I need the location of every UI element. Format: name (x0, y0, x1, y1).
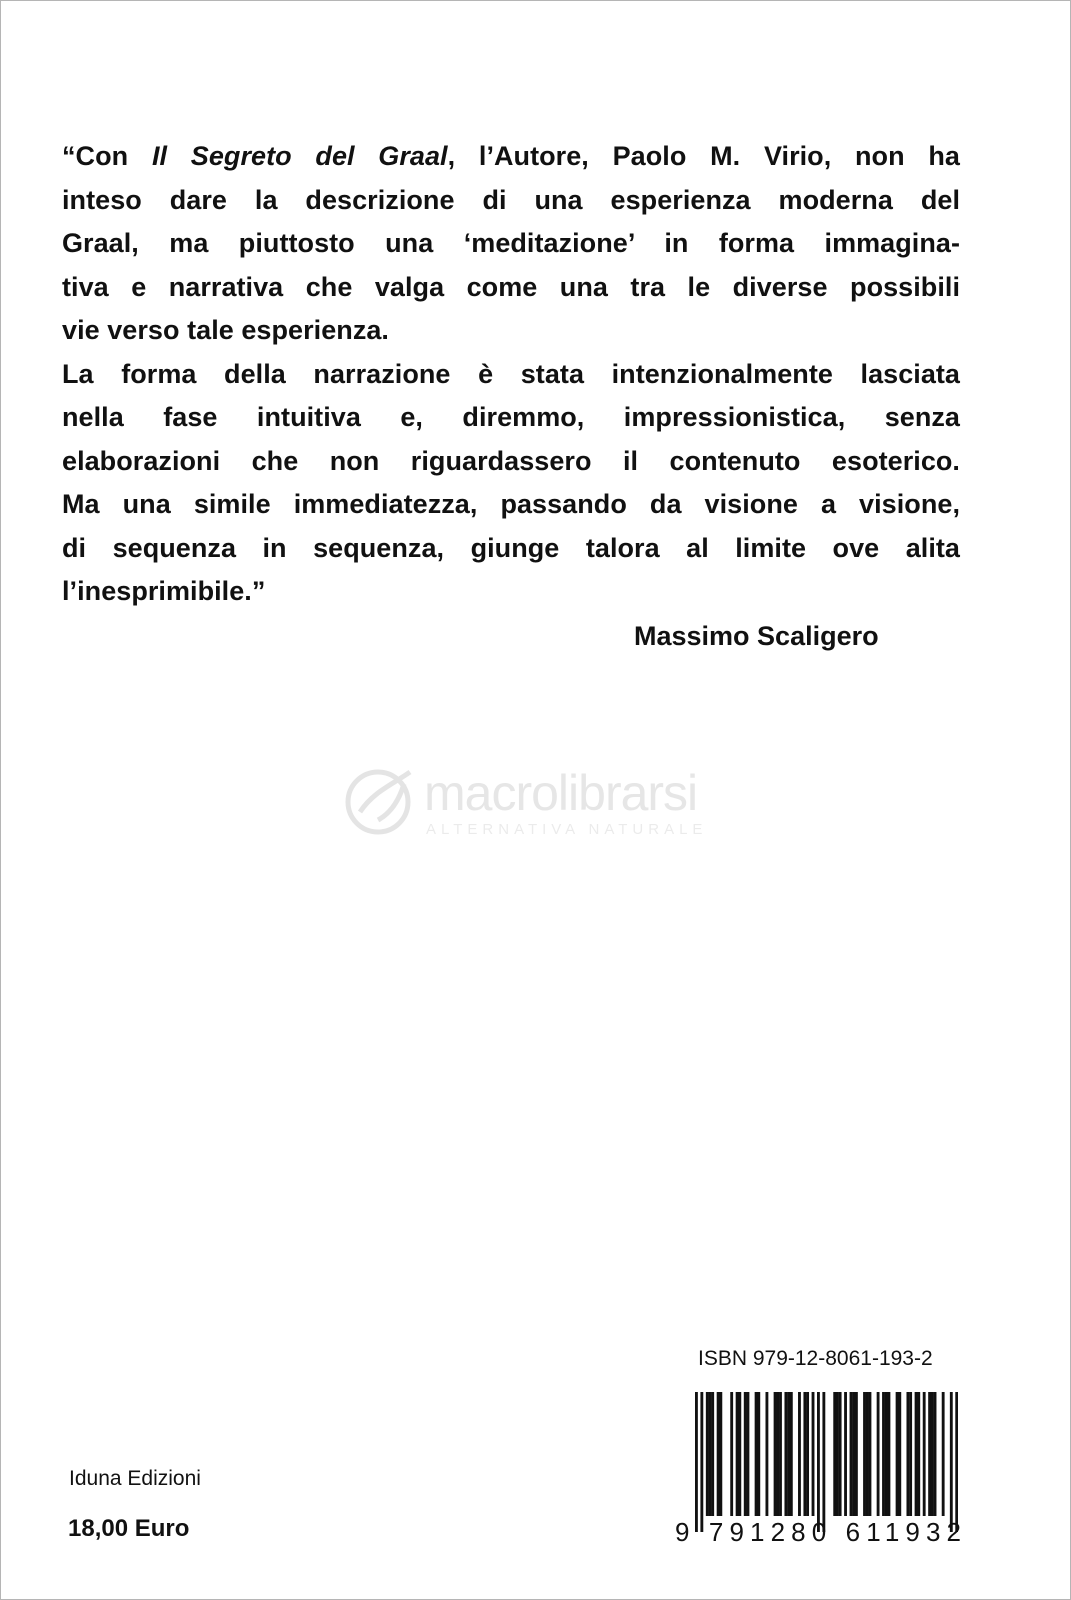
quote-line-9: Ma una simile immediatezza, passando da visione a visione, (62, 489, 960, 519)
quote-author: Massimo Scaligero (634, 621, 879, 651)
barcode-digits (675, 1511, 965, 1551)
quote-line-8: elaborazioni che non riguardassero il contenuto esoterico. (62, 445, 960, 476)
watermark-tagline: ALTERNATIVA NATURALE (426, 821, 708, 838)
quote-line-6: La forma della narrazione è stata intenzionalmente lasciata (62, 358, 960, 389)
quote-line-1: “Con Il Segreto del Graal, l’Autore, Paolo M. Virio, non ha (62, 141, 960, 171)
back-cover-quote (62, 135, 960, 614)
quote-line-10: di sequenza in sequenza, giunge talora al limite ove alita (62, 532, 960, 563)
watermark (338, 762, 738, 842)
leaf-logo-icon (348, 772, 410, 832)
watermark-brand: macrolibrarsi (424, 765, 698, 821)
barcode-number: 9 791280 611932 (675, 1517, 961, 1547)
quote-line-2: inteso dare la descrizione di una esperienza moderna del (62, 184, 960, 215)
book-title: Il Segreto del Graal (151, 141, 448, 171)
isbn-label: ISBN 979-12-8061-193-2 (698, 1347, 933, 1370)
price-label: 18,00 Euro (68, 1515, 190, 1542)
quote-line-4: tiva e narrativa che valga come una tra le diverse possibili (62, 271, 960, 302)
quote-line-3: Graal, ma piuttosto una ‘meditazione’ in forma immagina- (62, 228, 960, 258)
quote-line-7: nella fase intuitiva e, diremmo, impressionistica, senza (62, 402, 960, 432)
quote-line-5: vie verso tale esperienza. (62, 315, 389, 345)
quote-line-11: l’inesprimibile.” (62, 576, 266, 606)
publisher-name: Iduna Edizioni (69, 1467, 201, 1490)
